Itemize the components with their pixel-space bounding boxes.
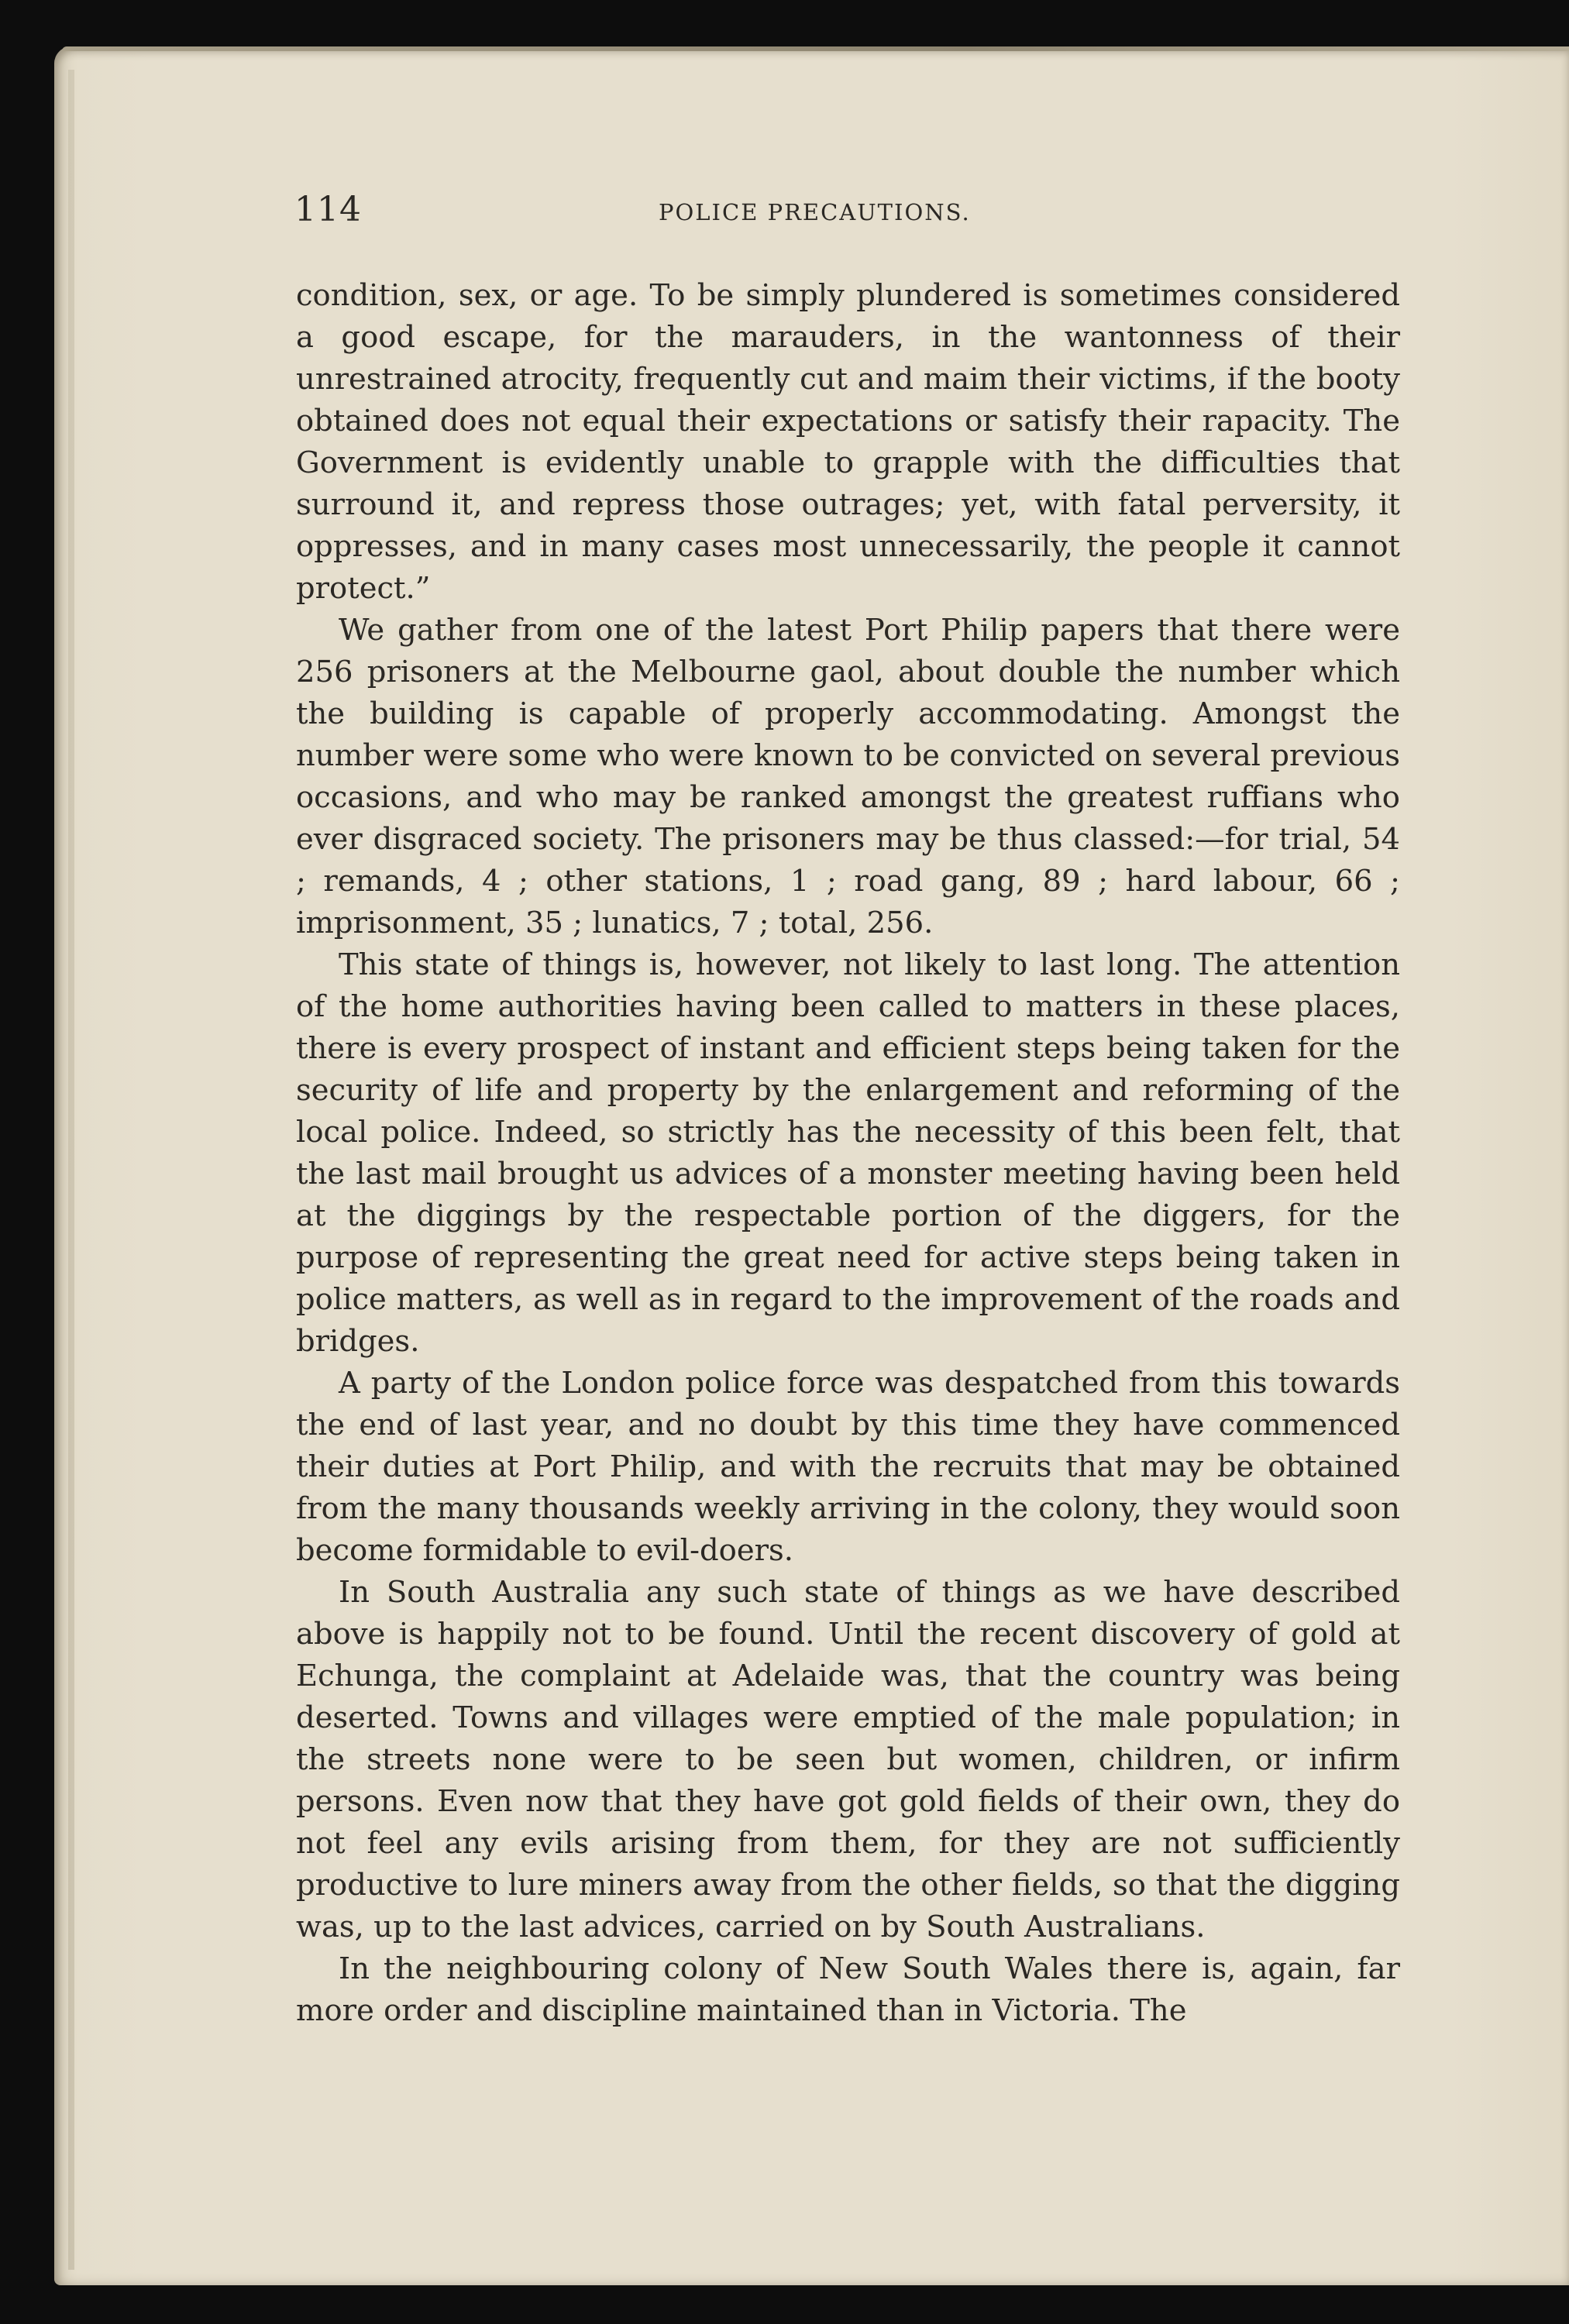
running-head: POLICE PRECAUTIONS. [659, 199, 971, 225]
page-header [294, 190, 1395, 236]
paragraph-6: In the neighbouring colony of New South Wales there is, again, far more order and discipline maintained than in Victoria. The [296, 1951, 1400, 2028]
page-edge [68, 70, 74, 2270]
paragraph-3: This state of things is, however, not likely to last long. The attention of the home authorities having been called to matters in these places, there is every prospect of instant and efficient steps being taken for the security of life and property by the enlargement and reforming of the local police. Indeed, so strictly has the necessity of this been felt, that the last mail brought us advices of a monster meeting having been held at the diggings by the respectable portion of the diggers, for the purpose of representing the great need for active steps being taken in police matters, as well as in regard to the improvement of the roads and bridges. [296, 947, 1400, 1359]
page-number: 114 [294, 190, 362, 229]
paragraph-2: We gather from one of the latest Port Philip papers that there were 256 prisoners at the Melbourne gaol, about double the number which the building is capable of properly accommodating. Amongst the number were some who were known to be convicted on several previous occasions, and who may be ranked amongst the greatest ruffians who ever disgraced society. The prisoners may be thus classed:—for trial, 54 ; remands, 4 ; other stations, 1 ; road gang, 89 ; hard labour, 66 ; imprisonment, 35 ; lunatics, 7 ; total, 256. [296, 613, 1400, 940]
paragraph-5: In South Australia any such state of things as we have described above is happily not to be found. Until the recent discovery of gold at Echunga, the complaint at Adelaide was, that the country was being deserted. Towns and villages were emptied of the male population; in the streets none were to be seen but women, children, or infirm persons. Even now that they have got gold fields of their own, they do not feel any evils arising from them, for they are not sufficiently productive to lure miners away from the other fields, so that the digging was, up to the last advices, carried on by South Australians. [296, 1575, 1400, 1944]
body-text [296, 275, 1400, 2032]
paragraph-4: A party of the London police force was despatched from this towards the end of last year, and no doubt by this time they have commenced their duties at Port Philip, and with the recruits that may be obtained from the many thousands weekly arriving in the colony, they would soon become formidable to evil-doers. [296, 1366, 1400, 1568]
paragraph-1: condition, sex, or age. To be simply plundered is sometimes considered a good escape, for the marauders, in the wantonness of their unrestrained atrocity, frequently cut and maim their victims, if the booty obtained does not equal their expectations or satisfy their rapacity. The Government is evidently unable to grapple with the difficulties that surround it, and repress those outrages; yet, with fatal perversity, it oppresses, and in many cases most unnecessarily, the people it cannot protect.” [296, 278, 1400, 606]
